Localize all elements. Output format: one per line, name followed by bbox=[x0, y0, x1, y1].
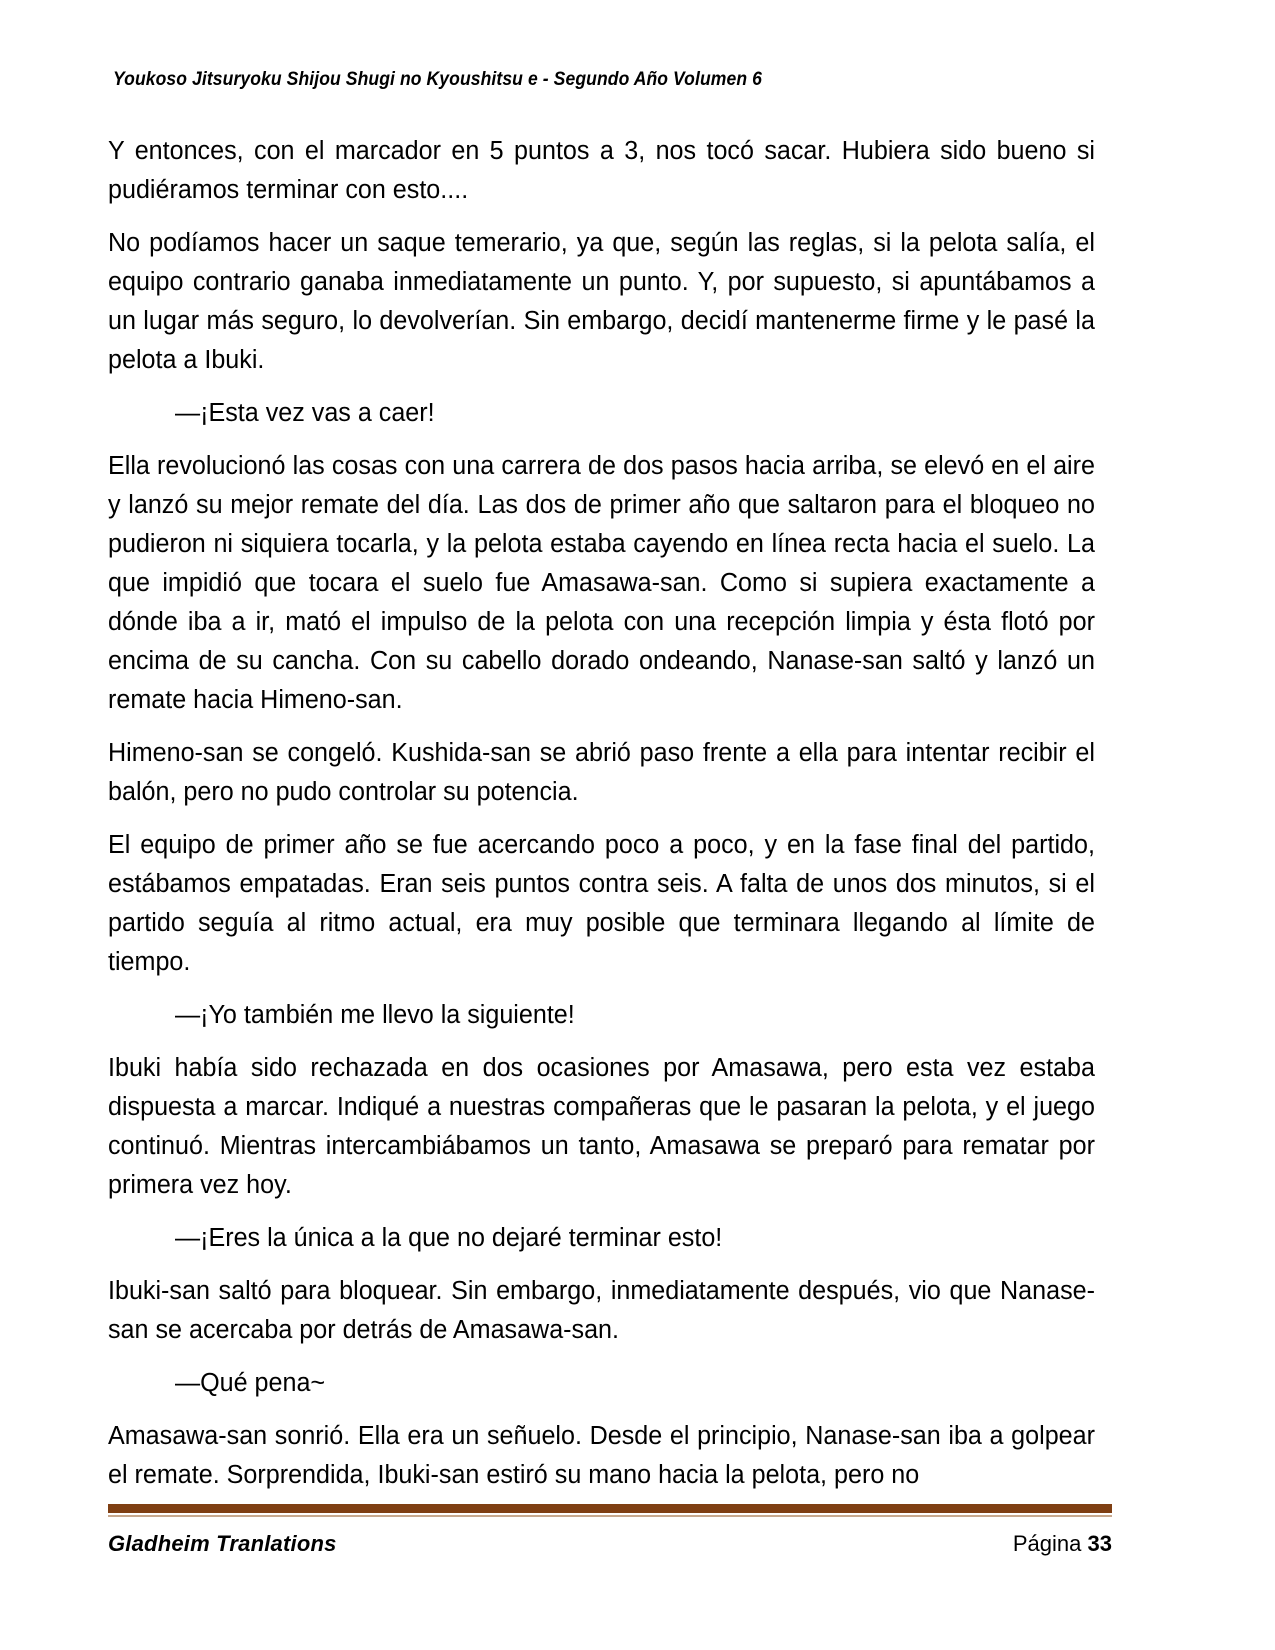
page-footer bbox=[108, 1504, 1112, 1557]
footer-brand: Gladheim Tranlations bbox=[108, 1531, 337, 1556]
footer-rule-thin bbox=[108, 1515, 1112, 1517]
page-header bbox=[113, 68, 1123, 91]
body-paragraph: Y entonces, con el marcador en 5 puntos a 3, nos tocó sacar. Hubiera sido bueno si pudiéramos terminar con esto.... bbox=[108, 137, 1095, 204]
body-paragraph: Ibuki había sido rechazada en dos ocasiones por Amasawa, pero esta vez estaba dispuesta a marcar. Indiqué a nuestras compañeras que le pasaran la pelota, y el juego continuó. Mientras intercambiábamos un tanto, Amasawa se preparó para rematar por primera vez hoy. bbox=[108, 1054, 1095, 1199]
body-paragraph: No podíamos hacer un saque temerario, ya que, según las reglas, si la pelota salía, el equipo contrario ganaba inmediatamente un punto. Y, por supuesto, si apuntábamos a un lugar más seguro, lo devolverían. Sin embargo, decidí mantenerme firme y le pasé la pelota a Ibuki. bbox=[108, 229, 1095, 374]
footer-rule-thick bbox=[108, 1504, 1112, 1513]
body-paragraph: Ibuki-san saltó para bloquear. Sin embargo, inmediatamente después, vio que Nanase-san se acercaba por detrás de Amasawa-san. bbox=[108, 1277, 1095, 1344]
dialogue-line: —¡Yo también me llevo la siguiente! bbox=[174, 1001, 575, 1029]
body-paragraph: Amasawa-san sonrió. Ella era un señuelo. Desde el principio, Nanase-san iba a golpear el remate. Sorprendida, Ibuki-san estiró su mano hacia la pelota, pero no bbox=[108, 1422, 1095, 1489]
page-body bbox=[108, 132, 1110, 1495]
body-paragraph: Himeno-san se congeló. Kushida-san se abrió paso frente a ella para intentar recibir el balón, pero no pudo controlar su potencia. bbox=[108, 739, 1095, 806]
footer-row bbox=[108, 1531, 1112, 1557]
dialogue-line: —Qué pena~ bbox=[174, 1369, 326, 1397]
dialogue-line: —¡Esta vez vas a caer! bbox=[174, 399, 435, 427]
footer-page-label: Página bbox=[1012, 1531, 1082, 1556]
header-title: Youkoso Jitsuryoku Shijou Shugi no Kyoushitsu e - Segundo Año Volumen 6 bbox=[113, 68, 762, 90]
footer-page-value: 33 bbox=[1087, 1531, 1112, 1556]
body-paragraph: El equipo de primer año se fue acercando poco a poco, y en la fase final del partido, estábamos empatadas. Eran seis puntos contra seis. A falta de unos dos minutos, si el partido seguía al ritmo actual, era muy posible que terminara llegando al límite de tiempo. bbox=[108, 831, 1095, 976]
footer-page-number bbox=[1013, 1531, 1112, 1557]
dialogue-line: —¡Eres la única a la que no dejaré terminar esto! bbox=[174, 1224, 723, 1252]
body-paragraph: Ella revolucionó las cosas con una carrera de dos pasos hacia arriba, se elevó en el aire y lanzó su mejor remate del día. Las dos de primer año que saltaron para el bloqueo no pudieron ni siquiera tocarla, y la pelota estaba cayendo en línea recta hacia el suelo. La que impidió que tocara el suelo fue Amasawa-san. Como si supiera exactamente a dónde iba a ir, mató el impulso de la pelota con una recepción limpia y ésta flotó por encima de su cancha. Con su cabello dorado ondeando, Nanase-san saltó y lanzó un remate hacia Himeno-san. bbox=[108, 452, 1095, 714]
